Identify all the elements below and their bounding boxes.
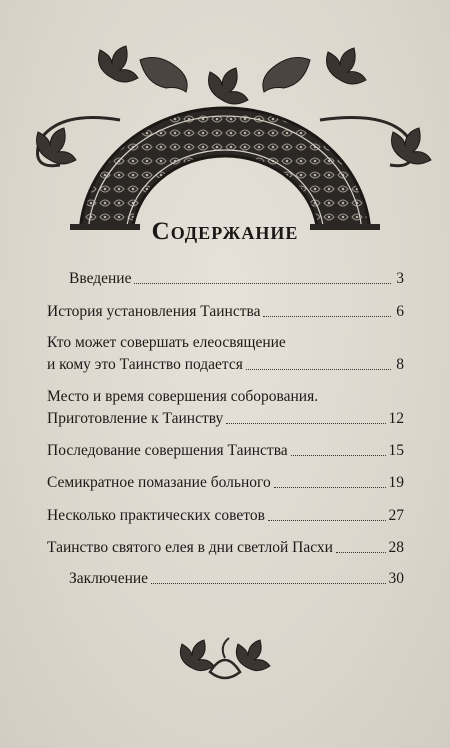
toc-entry-title: Таинство святого елея в дни светлой Пасхи <box>47 539 333 556</box>
leader-dots <box>246 369 391 370</box>
toc-entry-page: 19 <box>388 474 404 491</box>
toc-entry-page: 15 <box>388 442 404 459</box>
toc-entry-title: Приготовление к Таинству <box>47 410 224 427</box>
leader-dots <box>134 283 391 284</box>
toc-entry-title-line1: Место и время совершения соборования. <box>47 388 319 405</box>
leader-dots <box>274 487 386 488</box>
toc-entry-title: и кому это Таинство подается <box>47 356 243 373</box>
toc-entry-page: 8 <box>396 356 404 373</box>
leader-dots <box>268 520 386 521</box>
toc-entry-page: 6 <box>396 303 404 320</box>
toc-entry[interactable] <box>69 268 404 290</box>
toc-entry-title: История установления Таинства <box>47 303 261 320</box>
toc-entry-title-line1: Кто может совершать елеосвящение <box>47 334 286 351</box>
leader-dots <box>226 423 385 424</box>
toc-entry-title: Заключение <box>69 570 149 587</box>
toc-entry[interactable] <box>47 440 404 462</box>
toc-entry-title: Семикратное помазание больного <box>47 474 271 491</box>
toc-entry[interactable] <box>47 408 404 430</box>
toc-entry-page: 28 <box>388 539 404 556</box>
leader-dots <box>336 552 386 553</box>
toc-entry[interactable] <box>47 537 404 559</box>
toc-entry-page: 30 <box>388 570 404 587</box>
toc-entry-page: 27 <box>388 507 404 524</box>
toc-entry[interactable] <box>47 472 404 494</box>
leader-dots <box>263 316 391 317</box>
toc-entry-page: 3 <box>396 270 404 287</box>
toc-entry-title: Последование совершения Таинства <box>47 442 288 459</box>
toc-entry-title: Введение <box>69 270 132 287</box>
page-title: Содержание <box>151 218 299 245</box>
leader-dots <box>291 455 386 456</box>
toc-entry[interactable] <box>47 505 404 527</box>
toc-entry[interactable] <box>69 568 404 590</box>
decorative-flower-ornament <box>170 628 280 688</box>
toc-entry-title: Несколько практических советов <box>47 507 265 524</box>
toc-entry[interactable] <box>47 354 404 376</box>
leader-dots <box>151 583 385 584</box>
toc-entry-page: 12 <box>388 410 404 427</box>
toc-entry[interactable] <box>47 301 404 323</box>
